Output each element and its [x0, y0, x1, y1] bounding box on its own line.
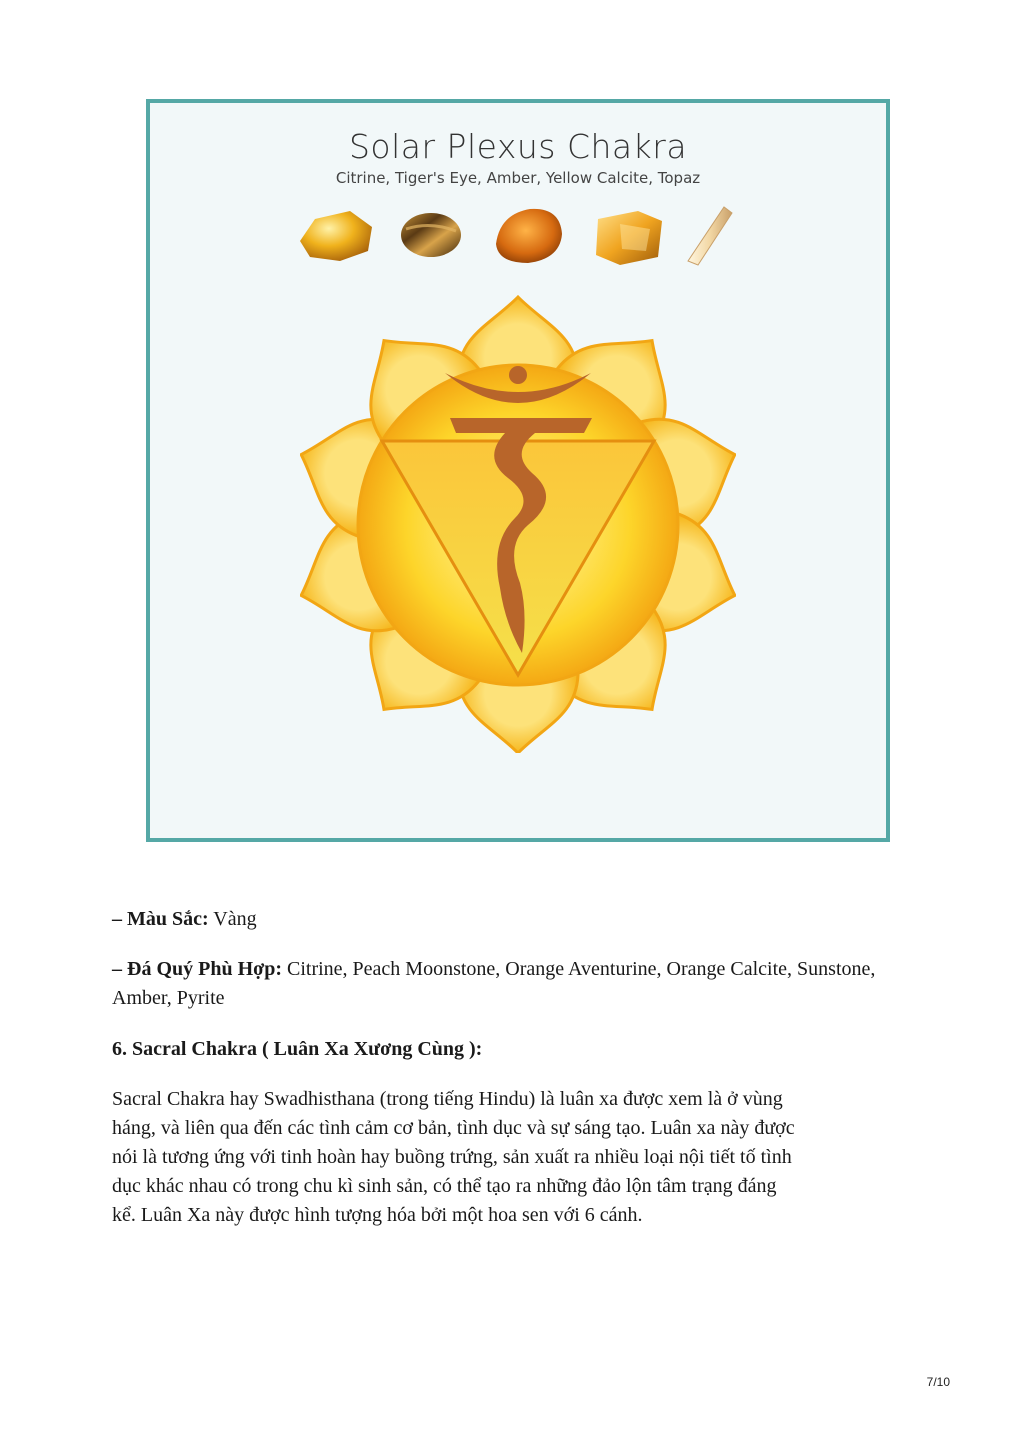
section-heading: 6. Sacral Chakra ( Luân Xa Xương Cùng ): — [112, 1038, 483, 1060]
stones-label: – Đá Quý Phù Hợp: — [112, 958, 282, 980]
citrine-stone-icon — [300, 211, 372, 261]
stones-line — [112, 955, 912, 1013]
color-label: – Màu Sắc: — [112, 908, 209, 930]
tigers-eye-stone-icon — [401, 213, 461, 257]
chakra-figure — [146, 99, 890, 842]
yellow-calcite-stone-icon — [596, 211, 662, 265]
paragraph-line: dục khác nhau có trong chu kì sinh sản, có thể tạo ra những đảo lộn tâm trạng đáng — [112, 1175, 777, 1197]
figure-subtitle: Citrine, Tiger's Eye, Amber, Yellow Calcite, Topaz — [335, 169, 701, 187]
paragraph-line: háng, và liên qua đến các tình cảm cơ bản, tình dục và sự sáng tạo. Luân xa này được — [112, 1117, 795, 1139]
figure-title: Solar Plexus Chakra — [348, 127, 688, 166]
stones-value: Citrine, Peach Moonstone, Orange Aventurine, Orange Calcite, Sunstone, Amber, Pyrite — [112, 958, 876, 1009]
topaz-stone-icon — [688, 207, 732, 265]
paragraph-line: nói là tương ứng với tinh hoàn hay buồng trứng, sản xuất ra nhiều loại nội tiết tố tình — [112, 1146, 792, 1168]
amber-stone-icon — [496, 209, 562, 263]
paragraph — [112, 1085, 912, 1230]
color-line — [112, 905, 912, 934]
page-number: 7/10 — [926, 1375, 950, 1389]
solar-plexus-symbol-icon — [300, 293, 736, 753]
color-value: Vàng — [208, 908, 257, 930]
paragraph-line: kể. Luân Xa này được hình tượng hóa bởi một hoa sen với 6 cánh. — [112, 1204, 643, 1226]
gemstones-row — [150, 199, 886, 274]
paragraph-line: Sacral Chakra hay Swadhisthana (trong tiếng Hindu) là luân xa được xem là ở vùng — [112, 1088, 783, 1110]
